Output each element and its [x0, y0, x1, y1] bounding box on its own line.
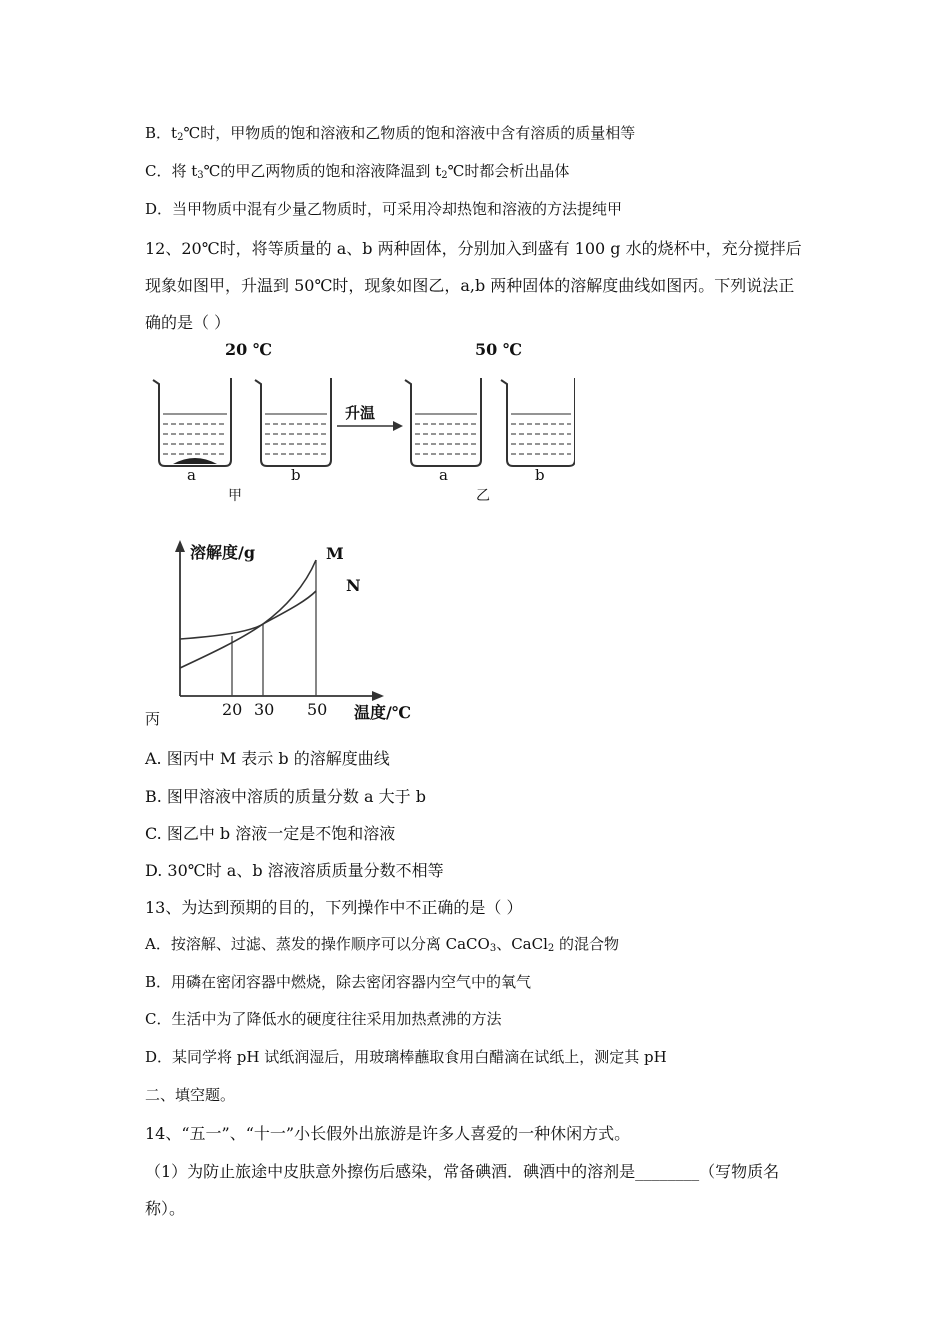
label-yi: 乙 [476, 488, 490, 504]
curve-m-label: M [326, 544, 344, 563]
q11-option-c [145, 160, 569, 181]
beaker-b-jia [255, 378, 331, 466]
beaker-b-label: b [291, 466, 301, 484]
q12-stem-line2: 现象如图甲，升温到 50℃时，现象如图乙，a,b 两种固体的溶解度曲线如图丙。下列说法正 [145, 276, 795, 295]
text: 的混合物 [554, 935, 620, 953]
q14-stem: 14、“五一”、“十一”小长假外出旅游是许多人喜爱的一种休闲方式。 [145, 1124, 631, 1143]
tick-30: 30 [254, 700, 275, 719]
q13-option-d: D．某同学将 pH 试纸润湿后，用玻璃棒蘸取食用白醋滴在试纸上，测定其 pH [145, 1048, 667, 1066]
beaker-a2-label: a [439, 466, 448, 484]
label-jia: 甲 [228, 488, 242, 504]
tick-20: 20 [222, 700, 243, 719]
curve-n-label: N [346, 576, 361, 595]
beaker-a-jia [153, 378, 231, 466]
text: ℃的甲乙两物质的饱和溶液降温到 t [203, 162, 442, 180]
q14-part1-line2: 称）。 [145, 1199, 186, 1218]
subscript: 2 [547, 943, 555, 954]
x-axis-label: 温度/℃ [354, 703, 412, 722]
q12-option-a: A. 图丙中 M 表示 b 的溶解度曲线 [145, 749, 390, 768]
q14-part1-line1: （1）为防止旅途中皮肤意外擦伤后感染，常备碘酒．碘酒中的溶剂是________（写物质名 [145, 1162, 780, 1181]
text: ℃时都会析出晶体 [447, 162, 570, 180]
q12-option-c: C. 图乙中 b 溶液一定是不饱和溶液 [145, 824, 396, 843]
solubility-figure [160, 536, 430, 726]
solubility-chart [160, 536, 430, 726]
q13-option-a [145, 933, 619, 954]
curve-n [180, 591, 316, 639]
text: A．按溶解、过滤、蒸发的操作顺序可以分离 CaCO [145, 935, 490, 953]
q11-option-d: D．当甲物质中混有少量乙物质时，可采用冷却热饱和溶液的方法提纯甲 [145, 200, 623, 218]
arrow-label: 升温 [345, 404, 376, 422]
curve-m [180, 560, 316, 668]
q12-option-b: B. 图甲溶液中溶质的质量分数 a 大于 b [145, 787, 426, 806]
q12-option-d: D. 30℃时 a、b 溶液溶质质量分数不相等 [145, 861, 444, 880]
subscript: 2 [441, 170, 448, 181]
temp-20: 20 ℃ [225, 340, 273, 359]
text: C．将 t [145, 162, 198, 180]
text: ℃时，甲物质的饱和溶液和乙物质的饱和溶液中含有溶质的质量相等 [183, 124, 636, 142]
precipitate [173, 458, 217, 464]
beaker-figure [145, 342, 575, 492]
q12-stem-line3: 确的是（ ） [145, 313, 231, 332]
label-bing: 丙 [145, 710, 161, 728]
y-axis-label: 溶解度/g [190, 543, 256, 562]
subscript: 2 [177, 132, 184, 143]
subscript: 3 [197, 170, 204, 181]
beaker-b2-label: b [535, 466, 545, 484]
q13-stem: 13、为达到预期的目的，下列操作中不正确的是（ ） [145, 898, 523, 917]
q12-stem-line1: 12、20℃时，将等质量的 a、b 两种固体，分别加入到盛有 100 g 水的烧杯中，充分搅拌后 [145, 239, 802, 258]
beaker-b-yi [501, 378, 575, 466]
q13-option-b: B．用磷在密闭容器中燃烧，除去密闭容器内空气中的氧气 [145, 973, 532, 991]
beaker-a-label: a [187, 466, 196, 484]
q13-option-c: C．生活中为了降低水的硬度往往采用加热煮沸的方法 [145, 1010, 502, 1028]
text: 、CaCl [496, 935, 548, 953]
q11-option-b [145, 122, 635, 143]
text: B．t [145, 124, 178, 142]
beaker-a-yi [405, 378, 481, 466]
temp-50: 50 ℃ [475, 340, 523, 359]
section-2-heading: 二、填空题。 [145, 1086, 236, 1104]
subscript: 3 [489, 943, 497, 954]
tick-50: 50 [307, 700, 328, 719]
